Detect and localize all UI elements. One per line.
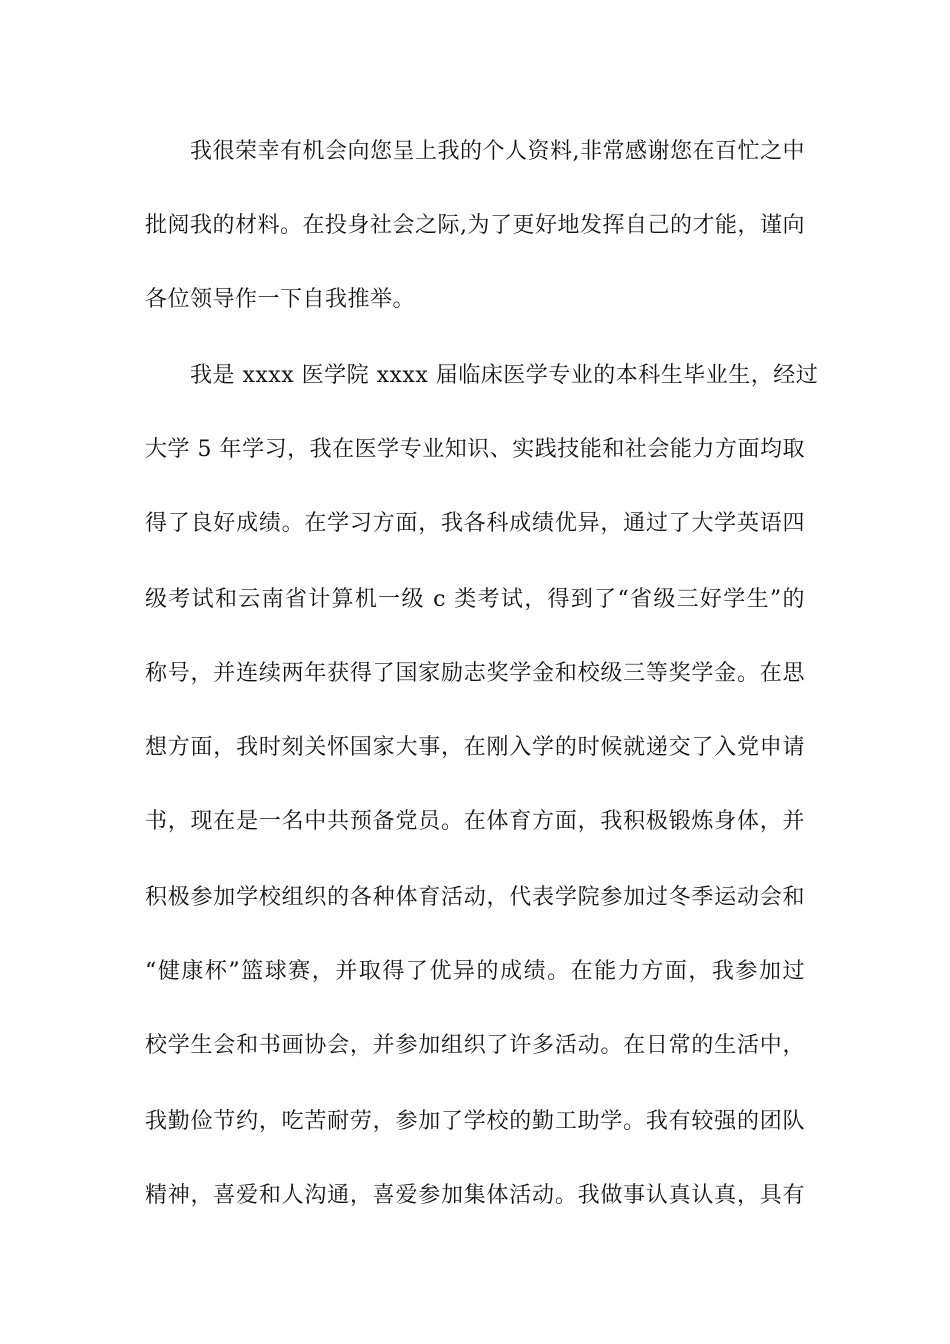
paragraph-1-line-1: 我很荣幸有机会向您呈上我的个人资料,非常感谢您在百忙之中 bbox=[190, 139, 805, 164]
paragraph-2-line-1: 我是 xxxx 医学院 xxxx 届临床医学专业的本科生毕业生，经过 bbox=[190, 363, 819, 388]
paragraph-1-line-3: 各位领导作一下自我推举。 bbox=[145, 287, 416, 312]
paragraph-2-line-6: 想方面，我时刻关怀国家大事，在刚入学的时候就递交了入党申请 bbox=[145, 735, 805, 760]
paragraph-2-line-10: 校学生会和书画协会，并参加组织了许多活动。在日常的生活中， bbox=[145, 1033, 805, 1058]
paragraph-2-line-7: 书，现在是一名中共预备党员。在体育方面，我积极锻炼身体，并 bbox=[145, 809, 805, 834]
paragraph-1-line-2: 批阅我的材料。在投身社会之际,为了更好地发挥自己的才能，谨向 bbox=[145, 213, 805, 238]
paragraph-2-line-12: 精神，喜爱和人沟通，喜爱参加集体活动。我做事认真认真，具有 bbox=[145, 1183, 805, 1208]
paragraph-2-line-5: 称号，并连续两年获得了国家励志奖学金和校级三等奖学金。在思 bbox=[145, 661, 805, 686]
paragraph-2-line-2: 大学 5 年学习，我在医学专业知识、实践技能和社会能力方面均取 bbox=[145, 437, 805, 462]
paragraph-2-line-8: 积极参加学校组织的各种体育活动，代表学院参加过冬季运动会和 bbox=[145, 885, 805, 910]
paragraph-2-line-9: “健康杯”篮球赛，并取得了优异的成绩。在能力方面，我参加过 bbox=[145, 959, 805, 984]
paragraph-2-line-3: 得了良好成绩。在学习方面，我各科成绩优异，通过了大学英语四 bbox=[145, 511, 805, 536]
paragraph-2-line-11: 我勤俭节约，吃苦耐劳，参加了学校的勤工助学。我有较强的团队 bbox=[145, 1109, 805, 1134]
paragraph-2-line-4: 级考试和云南省计算机一级 c 类考试，得到了“省级三好学生”的 bbox=[145, 587, 805, 612]
